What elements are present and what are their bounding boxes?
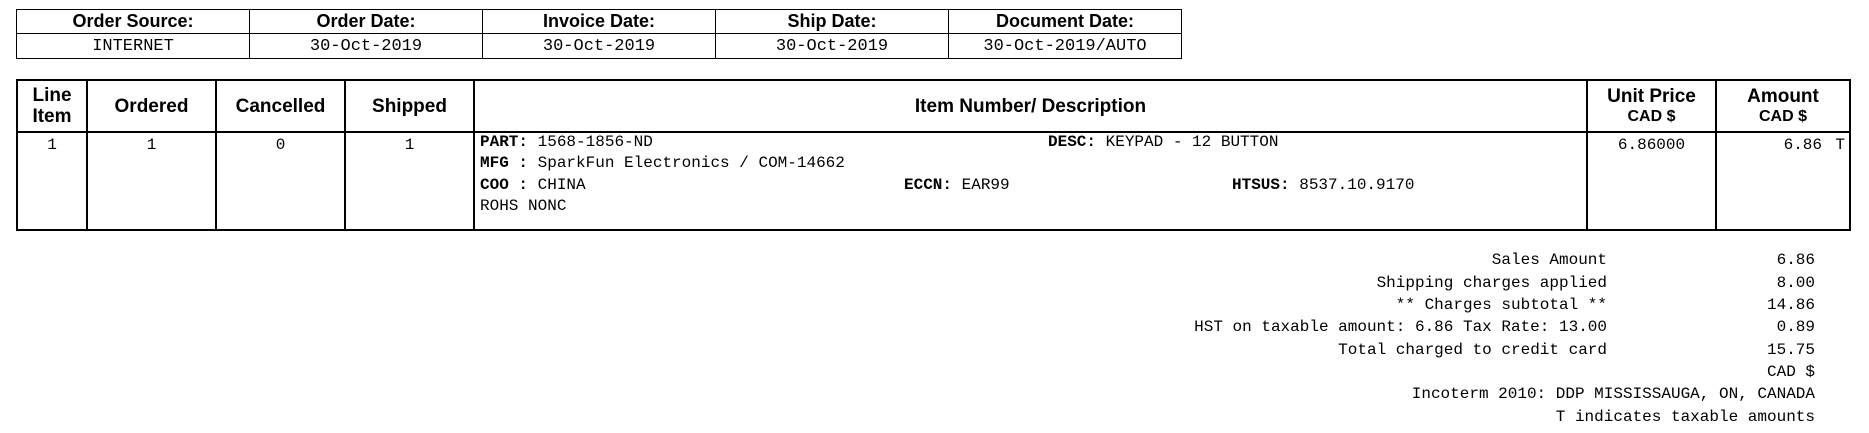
unit-price-currency: CAD $ [1627,107,1676,125]
cancelled-value: 0 [275,136,286,154]
shipped-value: 1 [404,136,415,154]
col-header-description: Item Number/ Description [914,95,1147,117]
document-date-value: 30-Oct-2019/AUTO [949,34,1182,59]
col-header-shipped: Shipped [372,95,447,117]
col-header-line-item-line2: Item [32,106,72,127]
hst-value: 0.89 [1776,318,1815,336]
col-header-cancelled: Cancelled [235,95,326,117]
amount-label: Amount [1747,85,1819,107]
htsus-label: HTSUS: [1232,176,1290,194]
taxable-note: T indicates taxable amounts [1555,408,1815,426]
taxable-flag: T [1835,136,1845,154]
rohs-line: ROHS NONC [480,197,567,215]
sales-amount-value: 6.86 [1776,251,1815,269]
col-header-line-item [18,81,86,131]
order-date-label: Order Date: [250,10,483,34]
coo-line [480,176,586,194]
col-header-unit-price [1588,81,1715,131]
sales-amount-label: Sales Amount [1491,251,1607,269]
mfg-label: MFG : [480,154,529,172]
amount-currency: CAD $ [1758,107,1807,125]
total-charged-label: Total charged to credit card [1338,341,1607,359]
eccn-label: ECCN: [904,176,953,194]
order-info-table [16,9,1182,59]
desc-label: DESC: [1048,133,1097,151]
incoterm-note: Incoterm 2010: DDP MISSISSAUGA, ON, CANADA [1411,385,1815,403]
total-currency: CAD $ [1766,363,1815,381]
invoice-date-value: 30-Oct-2019 [483,34,716,59]
htsus-value: 8537.10.9170 [1299,176,1415,194]
htsus-line [1232,176,1414,194]
part-line [480,133,653,151]
line-items-table [16,79,1851,231]
hst-label: HST on taxable amount: 6.86 Tax Rate: 13.00 [1194,318,1607,336]
coo-value: CHINA [537,176,586,194]
col-header-ordered: Ordered [114,95,189,117]
document-date-label: Document Date: [949,10,1182,34]
unit-price-value: 6.86000 [1617,136,1686,154]
part-number: 1568-1856-ND [537,133,653,151]
desc-line [1048,133,1278,151]
desc-value: KEYPAD - 12 BUTTON [1105,133,1279,151]
ordered-value: 1 [146,136,157,154]
order-source-label: Order Source: [17,10,250,34]
eccn-value: EAR99 [961,176,1010,194]
order-source-value: INTERNET [17,34,250,59]
charges-subtotal-value: 14.86 [1766,296,1815,314]
mfg-value: SparkFun Electronics / COM-14662 [537,154,845,172]
order-date-value: 30-Oct-2019 [250,34,483,59]
header-divider [18,131,1849,133]
shipping-charges-value: 8.00 [1776,274,1815,292]
unit-price-label: Unit Price [1607,85,1696,107]
shipping-charges-label: Shipping charges applied [1376,274,1607,292]
amount-value: 6.86 [1783,136,1822,154]
col-header-line-item-line1: Line [32,85,72,106]
part-label: PART: [480,133,529,151]
mfg-line [480,154,845,172]
line-item-value: 1 [47,136,57,154]
ship-date-value: 30-Oct-2019 [716,34,949,59]
total-charged-value: 15.75 [1766,341,1815,359]
charges-subtotal-label: ** Charges subtotal ** [1395,296,1607,314]
col-header-amount [1717,81,1849,131]
coo-label: COO : [480,176,529,194]
eccn-line [904,176,1010,194]
invoice-date-label: Invoice Date: [483,10,716,34]
ship-date-label: Ship Date: [716,10,949,34]
